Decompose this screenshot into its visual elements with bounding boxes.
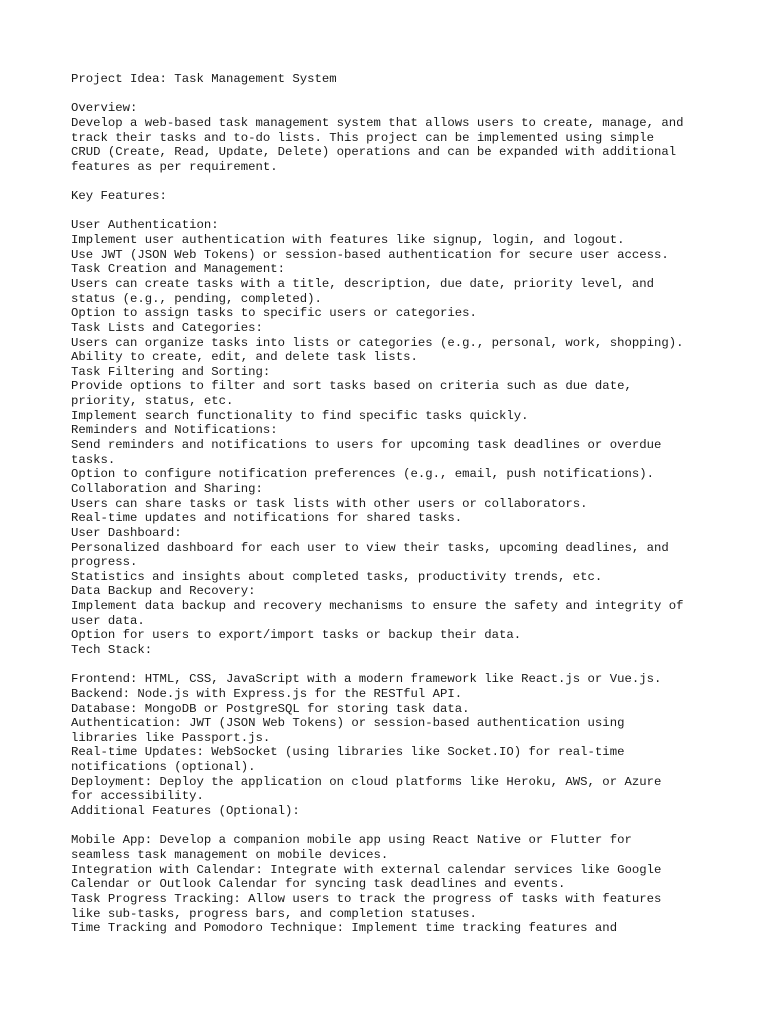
text-line: for accessibility. — [71, 789, 204, 804]
text-line: Reminders and Notifications: — [71, 423, 278, 438]
blank-line — [71, 87, 761, 102]
text-line: Data Backup and Recovery: — [71, 584, 256, 599]
text-line: Integration with Calendar: Integrate with external calendar services like Google — [71, 862, 662, 877]
text-line: Task Lists and Categories: — [71, 320, 263, 335]
text-line: Option to configure notification preferences (e.g., email, push notifications). — [71, 467, 654, 482]
text-line: Implement data backup and recovery mechanisms to ensure the safety and integrity of — [71, 599, 684, 614]
text-line: Project Idea: Task Management System — [71, 72, 337, 86]
text-line: Task Filtering and Sorting: — [71, 364, 271, 379]
text-line: user data. — [71, 613, 145, 628]
text-line: Use JWT (JSON Web Tokens) or session-based authentication for secure user access. — [71, 247, 669, 262]
text-line: Send reminders and notifications to users for upcoming task deadlines or overdue — [71, 438, 662, 453]
text-line: notifications (optional). — [71, 760, 256, 775]
text-line: Option for users to export/import tasks or backup their data. — [71, 628, 522, 643]
text-line: Database: MongoDB or PostgreSQL for storing task data. — [71, 701, 470, 716]
text-line: Provide options to filter and sort tasks based on criteria such as due date, — [71, 379, 632, 394]
text-line: Overview: — [71, 101, 138, 116]
text-line: track their tasks and to-do lists. This project can be implemented using simple — [71, 130, 654, 145]
text-line: Mobile App: Develop a companion mobile app using React Native or Flutter for — [71, 833, 632, 848]
text-line: Implement user authentication with features like signup, login, and logout. — [71, 233, 625, 248]
blank-line — [71, 819, 761, 834]
text-line: like sub-tasks, progress bars, and completion statuses. — [71, 906, 477, 921]
text-line: features as per requirement. — [71, 159, 278, 174]
text-line: Task Creation and Management: — [71, 262, 286, 277]
text-line: libraries like Passport.js. — [71, 730, 271, 745]
text-line: Ability to create, edit, and delete task lists. — [71, 350, 418, 365]
text-line: Deployment: Deploy the application on cloud platforms like Heroku, AWS, or Azure — [71, 774, 662, 789]
blank-line — [71, 174, 761, 189]
text-line: Real-time updates and notifications for shared tasks. — [71, 511, 463, 526]
text-line: Users can organize tasks into lists or categories (e.g., personal, work, shopping). — [71, 335, 684, 350]
text-line: seamless task management on mobile devices. — [71, 847, 389, 862]
text-line: progress. — [71, 555, 138, 570]
text-line: Key Features: — [71, 189, 167, 204]
text-line: Calendar or Outlook Calendar for syncing task deadlines and events. — [71, 877, 566, 892]
text-line: Backend: Node.js with Express.js for the RESTful API. — [71, 686, 463, 701]
text-line: Option to assign tasks to specific users or categories. — [71, 306, 477, 321]
text-line: Tech Stack: — [71, 642, 153, 657]
text-line: User Dashboard: — [71, 525, 182, 540]
text-line: Task Progress Tracking: Allow users to track the progress of tasks with features — [71, 891, 662, 906]
text-line: Authentication: JWT (JSON Web Tokens) or session-based authentication using — [71, 716, 625, 731]
text-line: Users can create tasks with a title, description, due date, priority level, and — [71, 276, 654, 291]
text-line: Statistics and insights about completed tasks, productivity trends, etc. — [71, 569, 603, 584]
text-line: Collaboration and Sharing: — [71, 481, 263, 496]
text-line: Personalized dashboard for each user to view their tasks, upcoming deadlines, and — [71, 540, 669, 555]
text-line: priority, status, etc. — [71, 394, 234, 409]
text-line: status (e.g., pending, completed). — [71, 291, 322, 306]
text-line: tasks. — [71, 452, 116, 467]
text-line: Time Tracking and Pomodoro Technique: Implement time tracking features and — [71, 921, 618, 936]
text-line: Additional Features (Optional): — [71, 804, 300, 819]
document-body — [71, 72, 761, 936]
text-line: User Authentication: — [71, 218, 219, 233]
text-line: CRUD (Create, Read, Update, Delete) operations and can be expanded with additional — [71, 145, 677, 160]
text-line: Real-time Updates: WebSocket (using libraries like Socket.IO) for real-time — [71, 745, 625, 760]
text-line: Users can share tasks or task lists with other users or collaborators. — [71, 496, 588, 511]
text-line: Frontend: HTML, CSS, JavaScript with a modern framework like React.js or Vue.js. — [71, 672, 662, 687]
text-line: Implement search functionality to find specific tasks quickly. — [71, 408, 529, 423]
blank-line — [71, 658, 761, 673]
text-line: Develop a web-based task management system that allows users to create, manage, and — [71, 115, 684, 130]
blank-line — [71, 204, 761, 219]
